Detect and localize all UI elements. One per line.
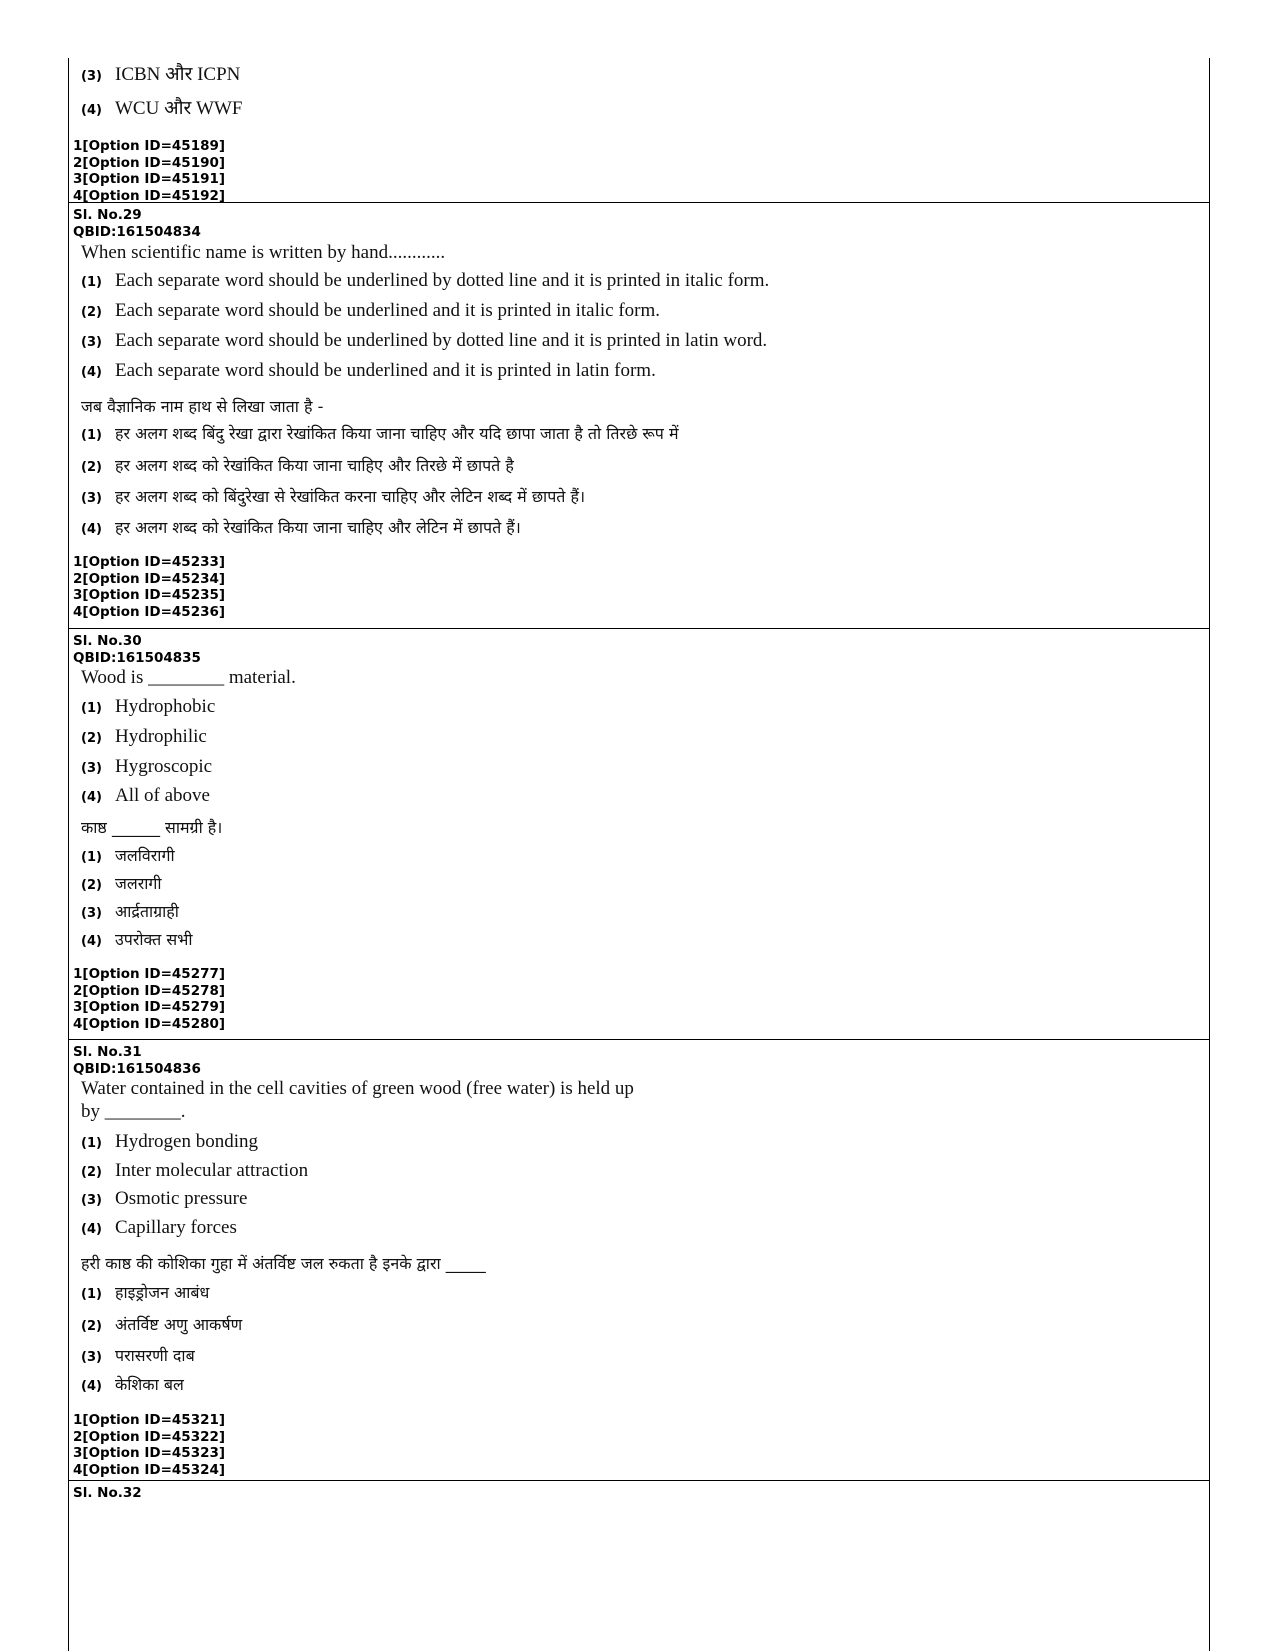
option-text: हर अलग शब्द बिंदु रेखा द्वारा रेखांकित किया जाना चाहिए और यदि छापा जाता है तो तिरछे रूप में xyxy=(115,424,679,443)
serial-number: Sl. No.32 xyxy=(73,1485,142,1501)
option-2-en xyxy=(73,726,1204,756)
option-4-en xyxy=(73,1217,1204,1249)
option-number: (4) xyxy=(81,1222,102,1237)
option-number: (1) xyxy=(81,1136,102,1151)
question-28-continuation xyxy=(69,58,1209,202)
option-number: (3) xyxy=(81,335,102,350)
question-text-en-line-1: Water contained in the cell cavities of green wood (free water) is held up xyxy=(81,1078,634,1099)
option-number: (3) xyxy=(81,69,102,84)
option-text: Hygroscopic xyxy=(115,756,213,777)
option-number: (1) xyxy=(81,428,102,443)
option-id: 1[Option ID=45189] xyxy=(73,138,226,154)
option-text: WCU और WWF xyxy=(115,98,243,119)
option-number: (3) xyxy=(81,906,102,921)
option-text: आर्द्रताग्राही xyxy=(115,902,179,921)
option-id: 2[Option ID=45190] xyxy=(73,154,226,171)
option-id-list xyxy=(73,966,1204,1032)
option-id: 1[Option ID=45277] xyxy=(73,966,226,982)
option-number: (2) xyxy=(81,305,102,320)
option-number: (2) xyxy=(81,731,102,746)
option-text: Osmotic pressure xyxy=(115,1188,248,1209)
option-number: (3) xyxy=(81,491,102,506)
option-number: (3) xyxy=(81,761,102,776)
option-text: जलरागी xyxy=(115,874,162,893)
option-3-en xyxy=(73,1188,1204,1217)
option-number: (2) xyxy=(81,1319,102,1334)
option-text: केशिका बल xyxy=(115,1375,184,1394)
option-1-en xyxy=(73,696,1204,726)
option-4-hi xyxy=(73,516,1204,546)
question-text-hi: जब वैज्ञानिक नाम हाथ से लिखा जाता है - xyxy=(81,397,324,416)
question-bank-id: QBID:161504836 xyxy=(73,1060,201,1077)
serial-number: Sl. No.30 xyxy=(73,633,142,649)
option-text: जलविरागी xyxy=(115,846,175,865)
option-2-hi xyxy=(73,1313,1204,1344)
option-id: 4[Option ID=45324] xyxy=(73,1461,226,1478)
question-text-en: Wood is ________ material. xyxy=(81,667,296,688)
option-id: 3[Option ID=45235] xyxy=(73,587,226,603)
option-id-list xyxy=(73,554,1204,620)
option-id: 3[Option ID=45279] xyxy=(73,999,226,1015)
option-3-hi xyxy=(73,900,1204,928)
option-text: Hydrogen bonding xyxy=(115,1131,259,1152)
option-1-hi xyxy=(73,1281,1204,1313)
option-number: (2) xyxy=(81,460,102,475)
question-text-en: When scientific name is written by hand............ xyxy=(81,242,446,263)
option-number: (4) xyxy=(81,790,102,805)
option-text: ICBN और ICPN xyxy=(115,64,241,85)
option-text: Each separate word should be underlined by dotted line and it is printed in italic form. xyxy=(115,270,770,291)
option-id: 1[Option ID=45233] xyxy=(73,554,226,570)
option-4-en xyxy=(73,360,1204,392)
option-text: Each separate word should be underlined and it is printed in italic form. xyxy=(115,300,661,321)
option-1-en xyxy=(73,1131,1204,1160)
option-id: 4[Option ID=45280] xyxy=(73,1015,226,1032)
question-30 xyxy=(69,628,1209,1039)
option-id: 1[Option ID=45321] xyxy=(73,1412,226,1428)
option-2-en xyxy=(73,300,1204,330)
option-3-en xyxy=(73,330,1204,360)
question-29 xyxy=(69,202,1209,628)
option-3 xyxy=(73,58,1204,94)
option-number: (4) xyxy=(81,934,102,949)
option-number: (1) xyxy=(81,275,102,290)
question-bank-id: QBID:161504834 xyxy=(73,223,201,240)
option-1-hi xyxy=(73,844,1204,872)
option-id: 4[Option ID=45236] xyxy=(73,603,226,620)
option-text: हाइड्रोजन आबंध xyxy=(115,1283,210,1302)
question-paper-page xyxy=(68,58,1210,1651)
option-number: (1) xyxy=(81,701,102,716)
question-32 xyxy=(69,1480,1209,1502)
option-number: (4) xyxy=(81,365,102,380)
option-3-hi xyxy=(73,1344,1204,1373)
question-text-hi: हरी काष्ठ की कोशिका गुहा में अंतर्विष्ट जल रुकता है इनके द्वारा _____ xyxy=(81,1254,486,1273)
option-text: उपरोक्त सभी xyxy=(115,930,193,949)
option-text: Inter molecular attraction xyxy=(115,1160,309,1181)
option-4-en xyxy=(73,785,1204,814)
option-4-hi xyxy=(73,928,1204,956)
question-text-en-line-2: by ________. xyxy=(81,1101,186,1122)
option-number: (2) xyxy=(81,1165,102,1180)
option-2-hi xyxy=(73,454,1204,485)
option-1-en xyxy=(73,270,1204,300)
option-id: 2[Option ID=45278] xyxy=(73,982,226,999)
serial-number: Sl. No.31 xyxy=(73,1044,142,1060)
option-text: All of above xyxy=(115,785,210,806)
option-number: (4) xyxy=(81,103,102,118)
option-3-hi xyxy=(73,485,1204,516)
option-text: हर अलग शब्द को रेखांकित किया जाना चाहिए और तिरछे में छापते है xyxy=(115,456,514,475)
option-id-list xyxy=(73,138,1204,204)
option-number: (4) xyxy=(81,522,102,537)
option-4-hi xyxy=(73,1373,1204,1402)
option-text: Each separate word should be underlined by dotted line and it is printed in latin word. xyxy=(115,330,768,351)
option-number: (2) xyxy=(81,878,102,893)
option-3-en xyxy=(73,756,1204,785)
option-number: (3) xyxy=(81,1193,102,1208)
option-id: 4[Option ID=45192] xyxy=(73,187,226,204)
option-1-hi xyxy=(73,422,1204,454)
option-id: 2[Option ID=45234] xyxy=(73,570,226,587)
serial-number: Sl. No.29 xyxy=(73,207,142,223)
option-number: (3) xyxy=(81,1350,102,1365)
option-4 xyxy=(73,94,1204,128)
option-text: हर अलग शब्द को रेखांकित किया जाना चाहिए और लेटिन में छापते हैं। xyxy=(115,518,521,537)
option-2-hi xyxy=(73,872,1204,900)
option-text: Hydrophilic xyxy=(115,726,207,747)
option-text: Hydrophobic xyxy=(115,696,216,717)
option-2-en xyxy=(73,1160,1204,1188)
option-number: (4) xyxy=(81,1379,102,1394)
option-text: परासरणी दाब xyxy=(115,1346,195,1365)
option-text: अंतर्विष्ट अणु आकर्षण xyxy=(115,1315,243,1334)
option-text: हर अलग शब्द को बिंदुरेखा से रेखांकित करना चाहिए और लेटिन शब्द में छापते हैं। xyxy=(115,487,586,506)
question-text-hi: काष्ठ ______ सामग्री है। xyxy=(81,818,223,837)
option-number: (1) xyxy=(81,1287,102,1302)
option-id: 2[Option ID=45322] xyxy=(73,1428,226,1445)
option-id: 3[Option ID=45323] xyxy=(73,1445,226,1461)
option-text: Capillary forces xyxy=(115,1217,237,1238)
question-bank-id: QBID:161504835 xyxy=(73,649,201,666)
option-text: Each separate word should be underlined and it is printed in latin form. xyxy=(115,360,656,381)
question-31 xyxy=(69,1039,1209,1480)
option-id: 3[Option ID=45191] xyxy=(73,171,226,187)
option-number: (1) xyxy=(81,850,102,865)
option-id-list xyxy=(73,1412,1204,1478)
